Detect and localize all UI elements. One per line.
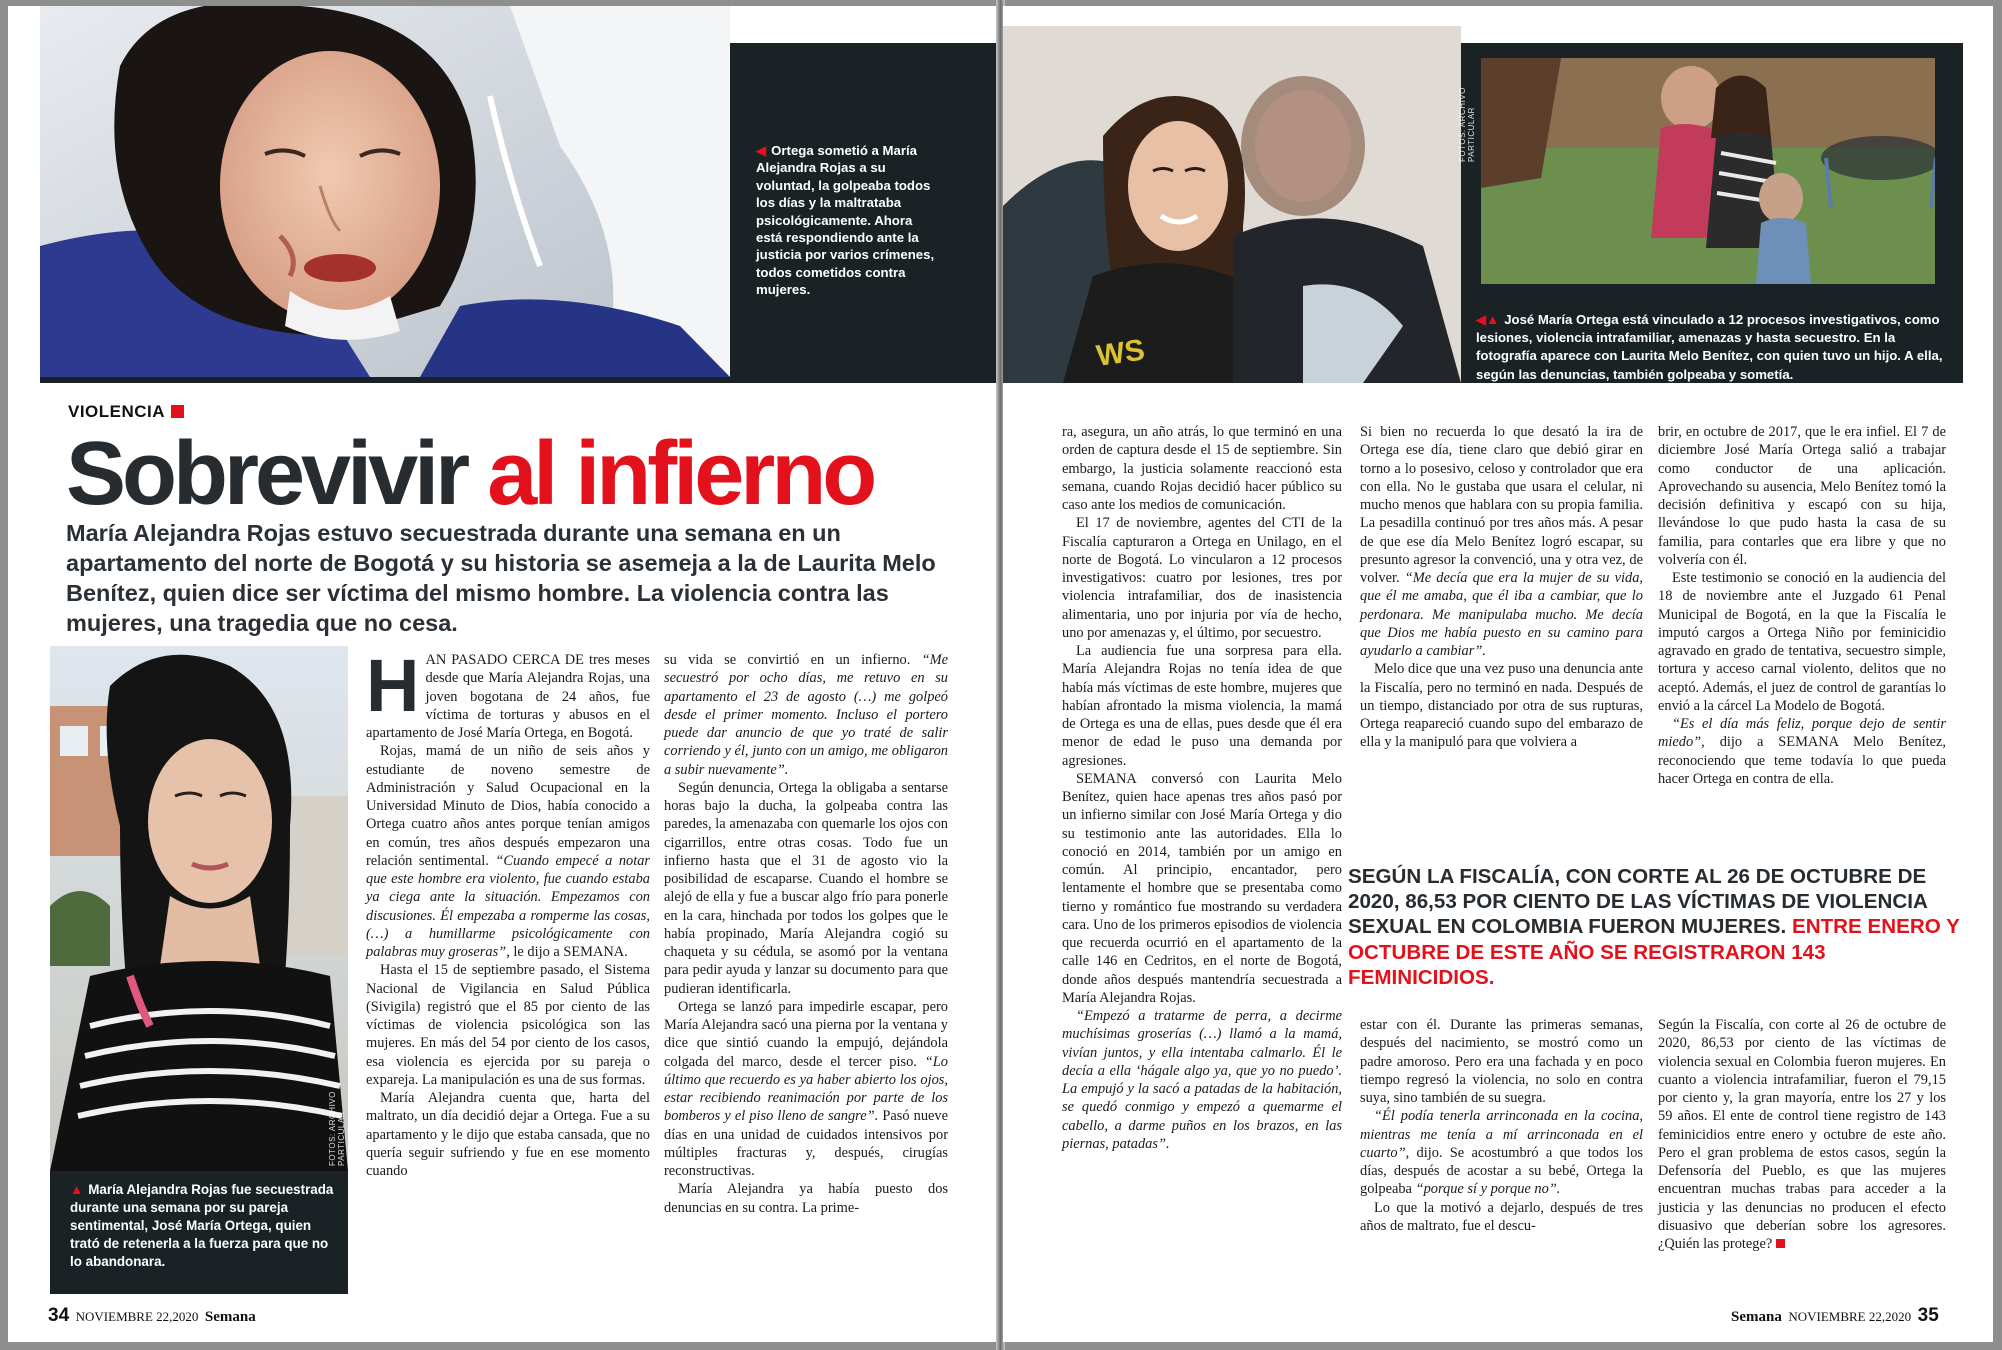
magazine-name: Semana	[1731, 1309, 1782, 1325]
drop-cap: H	[366, 644, 420, 727]
dek: María Alejandra Rojas estuvo secuestrada durante una semana en un apartamento del norte de Bogotá y su historia se asemeja a la de Laurita Melo Benítez, quien dice ser víctima del mismo hombre. La violencia contra las mujeres, una tragedia que no cesa.	[66, 520, 936, 636]
section-label: VIOLENCIA	[68, 402, 184, 422]
end-mark-icon	[1776, 1239, 1785, 1248]
couple-photo	[1003, 26, 1461, 383]
right-page	[1003, 6, 1993, 1342]
svg-text:WS: WS	[1094, 333, 1147, 373]
portrait-caption: ▲ María Alejandra Rojas fue secuestrada durante una semana por su pareja sentimental, José María Ortega, quien trató de retenerla a la fuerza para que no lo abandonara.	[70, 1182, 334, 1269]
pull-quote-part1: SEGÚN LA FISCALÍA, CON CORTE AL 26 DE OCTUBRE DE 2020, 86,53 POR CIENTO DE LAS VÍCTIMAS DE VIOLENCIA SEXUAL EN COLOMBIA FUERON MUJERES.	[1348, 865, 1928, 939]
headline-part2: al infierno	[487, 424, 874, 524]
portrait-credit: FOTOS: ARCHIVO PARTICULAR	[328, 1091, 346, 1166]
article-column-6: estar con él. Durante las primeras semanas, después del nacimiento, se mostró como un padre amoroso. Pero era una fachada y en poco tiempo regresó la violencia, no solo en contra suya, sino también de su suegra. “Él podía tenerla arrinconada en la cocina, mientras me tenía a mí arrinconada en el cuarto”, dijo. Se acostumbró a que todos los días, después de acostar a su bebé, Ortega la golpeaba “porque sí y porque no”. Lo que la motivó a dejarlo, después de tres años de maltrato, fue el descu-	[1360, 1017, 1643, 1234]
folio-left	[48, 1305, 256, 1327]
page-number: 34	[48, 1305, 70, 1326]
section-marker-icon	[171, 405, 184, 418]
article-column-5: brir, en octubre de 2017, que le era infiel. El 7 de diciembre José María Ortega salió a trabajar como conductor de una aplicación. Aprovechando su ausencia, Melo Benítez tomó la decisión definitiva y escapó con su hija, llevándose lo que pudo hasta la casa de su familia, para contarles que era libre y que no volvería con él. Este testimonio se conoció en la audiencia del 18 de noviembre ante el Juzgado 61 Penal Municipal de Bogotá, en la que la Fiscalía le imputó cargos a Ortega Niño por feminicidio agravado en grado de tentativa, secuestro simple, tortura y acceso carnal violento, delitos que no aceptó. Además, el juez de control de garantías lo envió a la cárcel La Modelo de Bogotá. “Es el día más feliz, porque dejo de sentir miedo”, dijo a SEMANA Melo Benítez, reconociendo que teme todavía lo que pueda hacer Ortega en contra de ella.	[1658, 424, 1946, 787]
left-page	[8, 6, 998, 1342]
pull-quote-part2: ENTRE ENERO Y OCTUBRE DE ESTE AÑO SE REGISTRARON 143 FEMINICIDIOS.	[1348, 915, 1960, 989]
portrait-photo	[50, 646, 348, 1171]
issue-date: NOVIEMBRE 22,2020	[1788, 1309, 1912, 1324]
issue-date: NOVIEMBRE 22,2020	[75, 1309, 199, 1324]
hospital-photo	[40, 6, 730, 377]
caption-triangle-icon: ◀	[756, 143, 767, 158]
article-column-4: Si bien no recuerda lo que desató la ira de Ortega ese día, tiene claro que debió girar en torno a lo posesivo, celoso y controlador que era con ella. No le gustaba que usara el celular, ni mucho menos que hablara con su propia familia. La pesadilla continuó por tres años más. A pesar de que ese día Melo Benítez logró escapar, su presunto agresor la convenció, una y otra vez, de volver. “Me decía que era la mujer de su vida, que él me amaba, que él iba a cambiar, que lo perdonara. Me manipulaba mucho. Me decía que Dios me había puesto en su camino para ayudarlo a cambiar”. Melo dice que una vez puso una denuncia ante la Fiscalía, pero no terminó en nada. Después de un tiempo, distanciado por otra de sus rupturas, Ortega reapareció cuando supo del embarazo de ella y la manipuló para que volviera a	[1360, 424, 1643, 751]
magazine-name: Semana	[204, 1309, 256, 1325]
photo-credit: FOTOS: ARCHIVO PARTICULAR	[1458, 87, 1476, 162]
page-number: 35	[1917, 1305, 1939, 1326]
folio-right	[1731, 1305, 1939, 1327]
caption-triangle-icon: ▲	[70, 1182, 84, 1197]
right-photo-caption: ◀▲ José María Ortega está vinculado a 12 procesos investigativos, como lesiones, violencia intrafamiliar, amenazas y hasta secuestro. En la fotografía aparece con Laurita Melo Benítez, con quien tuvo un hijo. A ella, según las denuncias, también golpeaba y sometía.	[1476, 312, 1943, 382]
headline-part1: Sobrevivir	[66, 424, 467, 524]
pull-quote	[1348, 864, 1968, 990]
headline	[66, 424, 873, 524]
article-column-2: su vida se convirtió en un infierno. “Me secuestró por ocho días, me retuvo en su apartamento el 23 de agosto (…) me golpeó desde el primer momento. Incluso el portero puede dar anuncio de que yo traté de salir corriendo y él, junto con un amigo, me obligaron a subir nuevamente”. Según denuncia, Ortega la obligaba a sentarse horas bajo la ducha, la golpeaba contra las paredes, la amenazaba con quemarle los ojos con cigarrillos, entre otras cosas. Todo fue un infierno hasta que el 31 de agosto vio la posibilidad de escaparse. Cuando el hombre se alejó de ella y fue a buscar algo frío para ponerle en la cara, hinchada por todos los golpes que le había propinado, María Alejandra cogió su chaqueta y su cédula, se asomó por la ventana para pedir ayuda y lanzar su documento para que pudieran identificarla. Ortega se lanzó para impedirle escapar, pero María Alejandra sacó una pierna por la ventana y dice que sintió cuando la empujó, dejándola colgada del marco, desde el tercer piso. “Lo último que recuerdo es ya haber abierto los ojos, estar recibiendo reanimación por parte de los bomberos y el piso lleno de sangre”. Pasó nueve días en una unidad de cuidados intensivos por múltiples fracturas y, después, cirugías reconstructivas. María Alejandra ya había puesto dos denuncias en su contra. La prime-	[664, 652, 948, 1216]
article-column-3: ra, asegura, un año atrás, lo que terminó en una orden de captura desde el 15 de septiembre. Sin embargo, la justicia solamente reaccionó esta semana, cuando Rojas decidió hacer público su caso ante los medios de comunicación. El 17 de noviembre, agentes del CTI de la Fiscalía capturaron a Ortega en Unilago, en el norte de Bogotá. Lo vincularon a 12 procesos investigativos: cuatro por lesiones, tres por violencia intrafamiliar, dos de inasistencia alimentaria, uno por injuria por vía de hecho, uno por amenazas y, el último, por secuestro. La audiencia fue una sorpresa para ella. María Alejandra Rojas no tenía idea de que había más víctimas de este hombre, mujeres que habían afrontado la misma violencia, la mamá de Ortega es una de ellas, pues desde que él era menor de edad le puso una demanda por agresiones. SEMANA conversó con Laurita Melo Benítez, quien hace apenas tres años pasó por un infierno similar con José María Ortega y dio su testimonio ante las autoridades. Ella lo conoció en 2014, también por un amigo en común. Al principio, encantador, pero lentamente el hombre que se presentaba como tierno y romántico fue mostrando su verdadera cara. Uno de los primeros episodios de violencia que recuerda ocurrió en el apartamento de la calle 146 en Cedritos, en el norte de Bogotá, donde años después mantendría secuestrada a María Alejandra Rojas. “Empezó a tratarme de perra, a decirme muchísimas groserías (…) llamó a la mamá, vivían juntos, y ella intentaba calmarlo. Él le decía a ella ‘hágale algo ya, que yo no puedo’. La empujó y la sacó a patadas de la habitación, se quedó conmigo y empezó a quemarme el cabello, a darme puños en los brazos, en las piernas, patadas”.	[1062, 424, 1342, 1152]
article-column-1: HAN PASADO CERCA DE tres meses desde que María Alejandra Rojas, una joven bogotana de 24 años, fue víctima de torturas y abusos en el apartamento de José María Ortega, en Bogotá. Rojas, mamá de un niño de seis años y estudiante de noveno semestre de Administración y Salud Ocupacional en la Universidad Minuto de Dios, había conocido a Ortega cuatro años antes porque tenían amigos en común, tres años después empezaron una relación sentimental. “Cuando empecé a notar que este hombre era violento, fue cuando estaba ya ciega ante la situación. Empezamos con discusiones. Él empezaba a romperme las cosas, (…) a humillarme psicológicamente con palabras muy groseras”, le dijo a SEMANA. Hasta el 15 de septiembre pasado, el Sistema Nacional de Vigilancia en Salud Pública (Sivigila) registró que el 85 por ciento de las víctimas de violencia psicológica son las mujeres. En más del 54 por ciento de los casos, esa violencia es ejercida por su pareja o expareja. La manipulación es una de sus formas. María Alejandra cuenta que, harta del maltrato, un día decidió dejar a Ortega. Fue a su apartamento y le dijo que estaba cansada, que no quería seguir sufriendo y fue en ese momento cuando	[366, 644, 650, 1179]
article-column-7: Según la Fiscalía, con corte al 26 de octubre de 2020, 86,53 por ciento de las víctimas de violencia sexual en Colombia fueron mujeres. En cuanto a violencia intrafamiliar, fueron el 79,15 por ciento y, la gran mayoría, entre los 27 y los 59 años. El ente de control tiene registro de 143 feminicidios entre enero y octubre de este año. Pero el gran problema de estos casos, según la Defensoría del Pueblo, es que las mujeres encuentran muchas trabas para acceder a la justicia y las denuncias no producen el efecto disuasivo que deberían sobre los agresores. ¿Quién las protege?	[1658, 1017, 1946, 1252]
family-photo	[1481, 58, 1935, 284]
caption-triangle-icon: ◀▲	[1476, 312, 1500, 327]
top-photo-caption: ◀ Ortega sometió a María Alejandra Rojas a su voluntad, la golpeaba todos los días y la maltrataba psicológicamente. Ahora está respondiendo ante la justicia por varios crímenes, todos cometidos contra mujeres.	[756, 143, 935, 298]
